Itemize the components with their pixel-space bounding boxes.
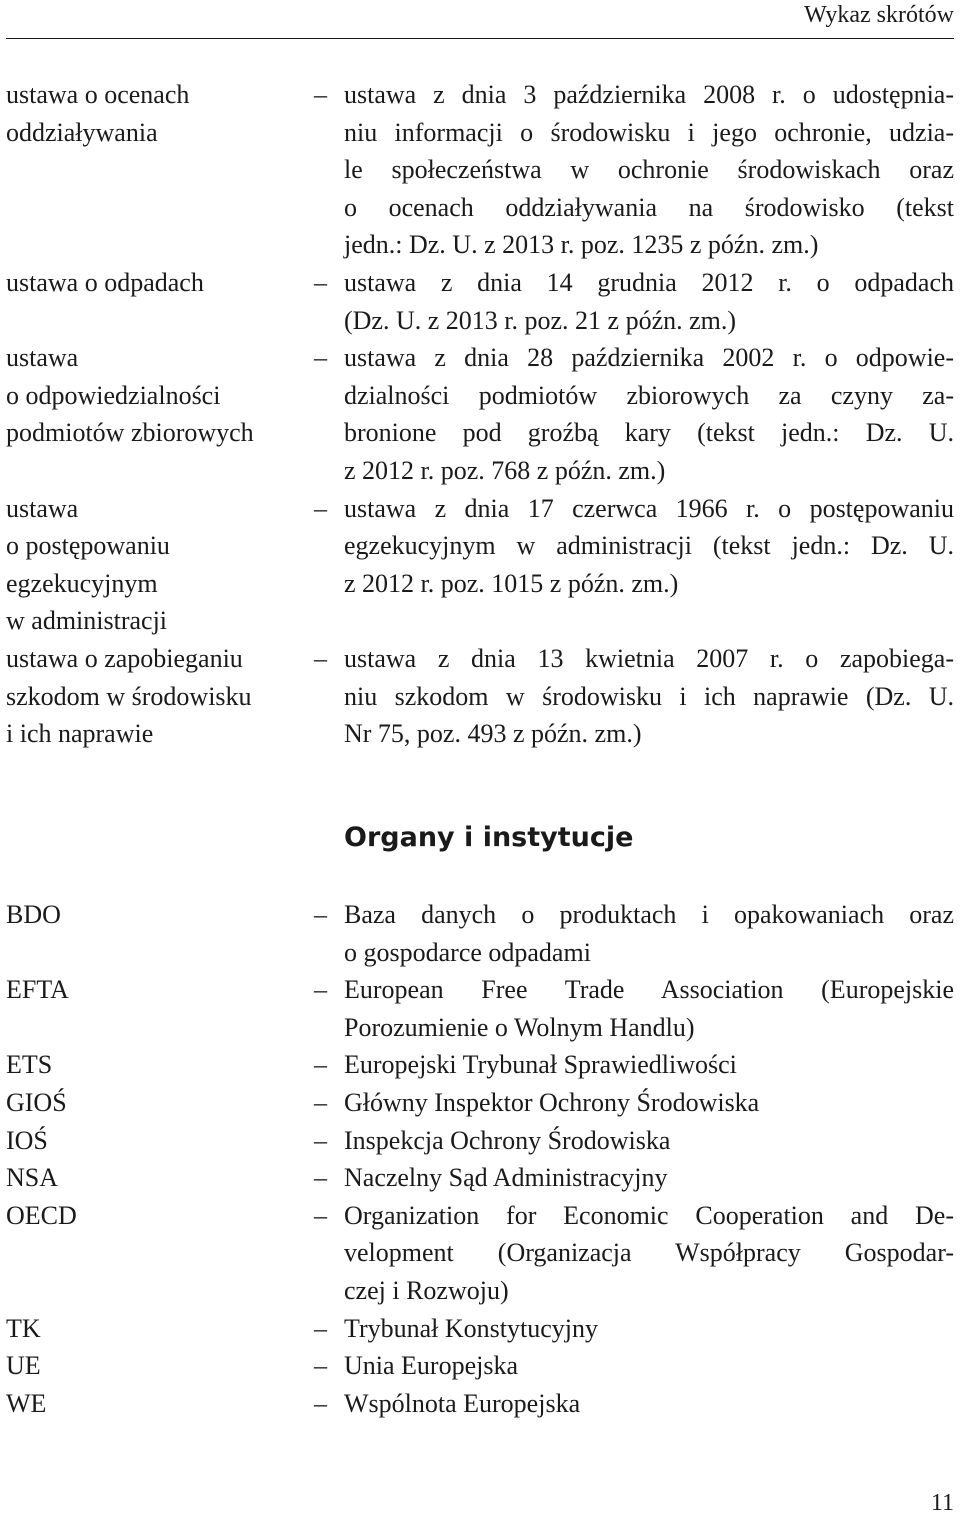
institutions-list [6,896,954,1422]
running-header: Wykaz skrótów [804,2,954,28]
section-title: Organy i instytucje [344,822,634,853]
statute-short-name [6,640,314,753]
dash-separator: – [314,493,327,523]
description-line: o ocenach oddziaływania na środowisko (tekst [344,192,954,222]
term-line: ustawa o odpadach [6,267,204,297]
statute-short-name [6,76,314,264]
statute-short-name [6,490,314,640]
abbreviation [6,1310,314,1348]
term-line: BDO [6,900,61,929]
term-line: EFTA [6,975,69,1005]
institution-entry [6,1347,954,1385]
term-line: IOŚ [6,1125,48,1155]
dash-separator: – [314,267,327,297]
dash-separator: – [314,1163,327,1193]
description-line: Europejski Trybunał Sprawiedliwości [344,1050,737,1080]
term-line: GIOŚ [6,1087,67,1117]
institution-full-name [344,1122,954,1160]
statute-entry [6,339,954,489]
description-line: o gospodarce odpadami [344,937,591,967]
description-line: Inspekcja Ochrony Środowiska [344,1125,671,1155]
statute-description [344,339,954,489]
description-line: niu szkodom w środowisku i ich naprawie (Dz. U. [344,681,954,711]
statute-description [344,490,954,640]
statute-entry [6,640,954,753]
institution-entry [6,1084,954,1122]
term-line: szkodom w środowisku [6,681,252,711]
dash-separator: – [314,900,327,929]
term-line: ustawa o ocenach [6,80,190,109]
dash-separator: – [314,80,327,109]
description-line: ustawa z dnia 13 kwietnia 2007 r. o zapobiega- [344,643,954,673]
description-line: z 2012 r. poz. 768 z późn. zm.) [344,455,666,485]
description-line: ustawa z dnia 14 grudnia 2012 r. o odpadach [344,267,954,297]
statute-short-name [6,264,314,339]
abbreviation [6,1347,314,1385]
description-line: ustawa z dnia 28 października 2002 r. o odpowie- [344,343,954,373]
description-line: ustawa z dnia 3 października 2008 r. o udostępnia- [344,80,954,109]
description-line: Baza danych o produktach i opakowaniach oraz [344,900,954,929]
statute-description [344,640,954,753]
term-line: egzekucyjnym [6,568,158,598]
dash-separator: – [314,1087,327,1117]
dash-separator: – [314,343,327,373]
abbreviation [6,971,314,1046]
statute-description [344,264,954,339]
abbreviation [6,896,314,971]
description-line: czej i Rozwoju) [344,1275,509,1305]
institution-full-name [344,1159,954,1197]
description-line: jedn.: Dz. U. z 2013 r. poz. 1235 z późn. zm.) [344,230,819,260]
description-line: niu informacji o środowisku i jego ochronie, udzia- [344,117,954,147]
header-rule [6,38,954,39]
institution-full-name [344,1347,954,1385]
description-line: Organization for Economic Cooperation and De- [344,1200,954,1230]
institution-full-name [344,1385,954,1423]
description-line: Porozumienie o Wolnym Handlu) [344,1012,695,1042]
institution-entry [6,1122,954,1160]
description-line: Nr 75, poz. 493 z późn. zm.) [344,719,642,749]
description-line: le społeczeństwa w ochronie środowiskach oraz [344,155,954,185]
description-line: (Dz. U. z 2013 r. poz. 21 z późn. zm.) [344,305,737,335]
abbreviation [6,1385,314,1423]
abbreviation [6,1046,314,1084]
dash-separator: – [314,643,327,673]
description-line: European Free Trade Association (Europejskie [344,975,954,1005]
dash-separator: – [314,1351,327,1381]
description-line: bronione pod groźbą kary (tekst jedn.: Dz. U. [344,418,954,448]
institution-full-name [344,1084,954,1122]
description-line: z 2012 r. poz. 1015 z późn. zm.) [344,568,679,598]
description-line: ustawa z dnia 17 czerwca 1966 r. o postępowaniu [344,493,954,523]
statute-entry [6,490,954,640]
term-line: OECD [6,1200,77,1230]
institution-entry [6,1197,954,1310]
institution-entry [6,1046,954,1084]
term-line: w administracji [6,606,168,636]
abbreviation [6,1197,314,1310]
description-line: egzekucyjnym w administracji (tekst jedn.: Dz. U. [344,531,954,561]
term-line: NSA [6,1163,59,1193]
statutes-list [6,76,954,753]
statute-short-name [6,339,314,489]
term-line: ETS [6,1050,53,1080]
term-line: oddziaływania [6,117,158,147]
institution-full-name [344,1046,954,1084]
institution-full-name [344,1197,954,1310]
dash-separator: – [314,1313,327,1343]
dash-separator: – [314,1388,327,1418]
dash-separator: – [314,975,327,1005]
institution-full-name [344,1310,954,1348]
statute-entry [6,264,954,339]
term-line: WE [6,1388,47,1418]
term-line: ustawa [6,343,79,373]
description-line: dzialności podmiotów zbiorowych za czyny za- [344,380,954,410]
abbreviation [6,1159,314,1197]
institution-full-name [344,896,954,971]
description-line: Główny Inspektor Ochrony Środowiska [344,1087,760,1117]
term-line: i ich naprawie [6,719,154,749]
dash-separator: – [314,1050,327,1080]
term-line: podmiotów zbiorowych [6,418,254,448]
institution-entry [6,1385,954,1423]
description-line: Unia Europejska [344,1351,519,1381]
description-line: Naczelny Sąd Administracyjny [344,1163,668,1193]
institution-entry [6,896,954,971]
term-line: ustawa [6,493,79,523]
description-line: Trybunał Konstytucyjny [344,1313,598,1343]
institution-entry [6,1310,954,1348]
term-line: UE [6,1351,41,1381]
term-line: TK [6,1313,41,1343]
description-line: Wspólnota Europejska [344,1388,581,1418]
institution-entry [6,971,954,1046]
term-line: o odpowiedzialności [6,380,221,410]
institution-full-name [344,971,954,1046]
term-line: ustawa o zapobieganiu [6,643,243,673]
dash-separator: – [314,1200,327,1230]
dash-separator: – [314,1125,327,1155]
term-line: o postępowaniu [6,531,170,561]
abbreviation [6,1122,314,1160]
page-number: 11 [930,1490,954,1516]
statute-description [344,76,954,264]
statute-entry [6,76,954,264]
description-line: velopment (Organizacja Współpracy Gospodar- [344,1238,954,1268]
abbreviation [6,1084,314,1122]
institution-entry [6,1159,954,1197]
